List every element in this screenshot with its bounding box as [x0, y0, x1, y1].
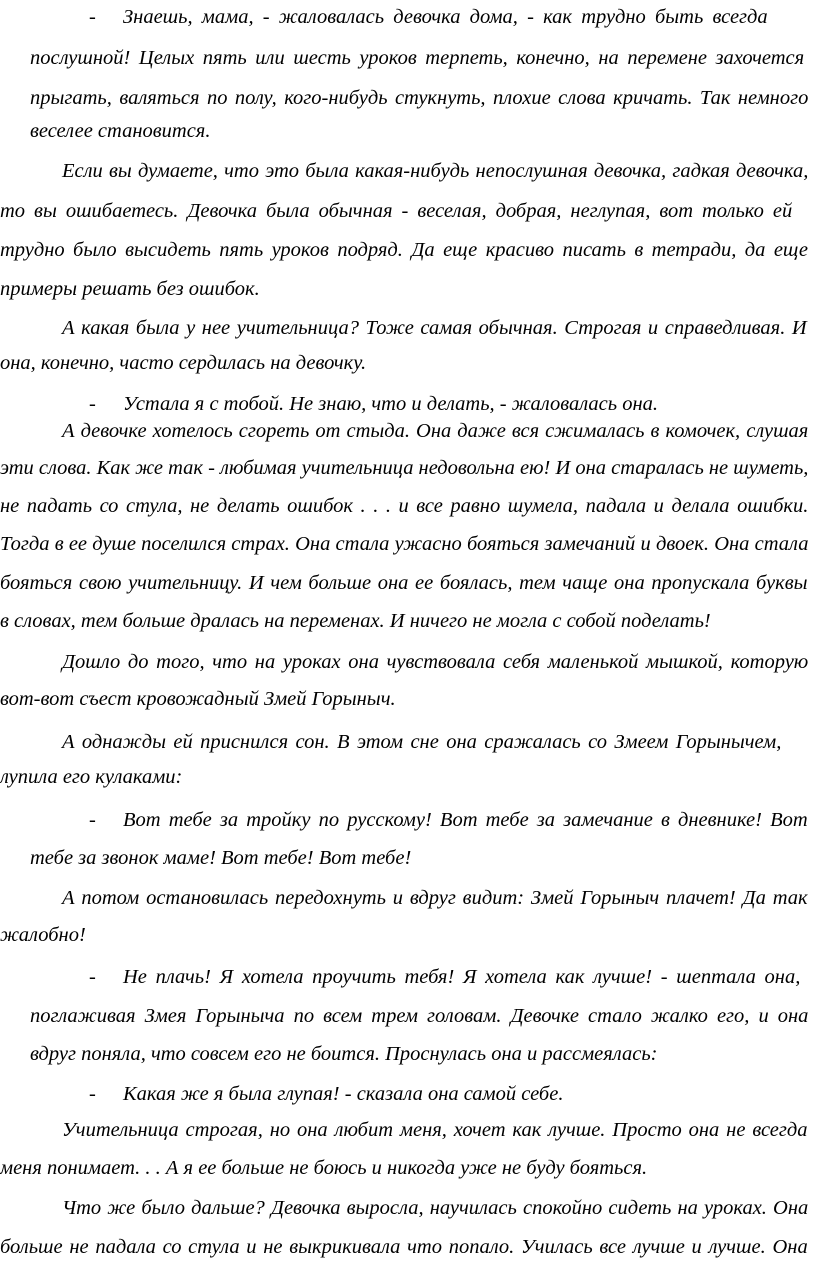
text-line: поглаживая Змея Горыныча по всем трем головам. Девочке стало жалко его, и она: [30, 1005, 809, 1027]
text-line: Какая же я была глупая! - сказала она самой себе.: [123, 1083, 564, 1105]
text-line: Устала я с тобой. Не знаю, что и делать, - жаловалась она.: [123, 393, 659, 415]
text-line: больше не падала со стула и не выкрикивала что попало. Училась все лучше и лучше. Она: [0, 1236, 808, 1258]
text-line: лупила его кулаками:: [0, 766, 183, 788]
text-line: бояться свою учительницу. И чем больше она ее боялась, тем чаще она пропускала буквы: [0, 572, 808, 594]
text-line: Не плачь! Я хотела проучить тебя! Я хотела как лучше! - шептала она,: [123, 966, 801, 988]
text-line: меня понимает. . . А я ее больше не боюсь и никогда уже не буду бояться.: [0, 1157, 648, 1179]
text-line: А потом остановилась передохнуть и вдруг видит: Змей Горыныч плачет! Да так: [62, 887, 808, 909]
text-line: А девочке хотелось сгореть от стыда. Она даже вся сжималась в комочек, слушая: [62, 420, 809, 442]
text-line: жалобно!: [0, 924, 86, 946]
text-line: тебе за звонок маме! Вот тебе! Вот тебе!: [30, 847, 412, 869]
dialogue-dash: -: [89, 809, 96, 831]
text-line: вдруг поняла, что совсем его не боится. Проснулась она и рассмеялась:: [30, 1043, 658, 1065]
dialogue-dash: -: [89, 966, 96, 988]
text-line: то вы ошибаетесь. Девочка была обычная - веселая, добрая, неглупая, вот только ей: [0, 200, 793, 222]
text-line: веселее становится.: [30, 120, 211, 142]
text-line: она, конечно, часто сердилась на девочку.: [0, 352, 367, 374]
text-line: прыгать, валяться по полу, кого-нибудь стукнуть, плохие слова кричать. Так немного: [30, 87, 809, 109]
text-line: Если вы думаете, что это была какая-нибудь непослушная девочка, гадкая девочка,: [62, 160, 809, 182]
text-line: трудно было высидеть пять уроков подряд. Да еще красиво писать в тетради, да еще: [0, 239, 809, 261]
text-line: эти слова. Как же так - любимая учительница недовольна ею! И она старалась не шуметь,: [0, 457, 809, 479]
text-line: послушной! Целых пять или шесть уроков терпеть, конечно, на перемене захочется: [30, 47, 805, 69]
text-line: Что же было дальше? Девочка выросла, научилась спокойно сидеть на уроках. Она: [62, 1197, 809, 1219]
text-line: вот-вот съест кровожадный Змей Горыныч.: [0, 688, 396, 710]
text-line: не падать со стула, не делать ошибок . . . и все равно шумела, падала и делала ошибки.: [0, 495, 809, 517]
text-line: Тогда в ее душе поселился страх. Она стала ужасно бояться замечаний и двоек. Она стала: [0, 533, 809, 555]
text-line: в словах, тем больше дралась на переменах. И ничего не могла с собой поделать!: [0, 610, 711, 632]
dialogue-dash: -: [89, 6, 96, 28]
dialogue-dash: -: [89, 1083, 96, 1105]
text-line: А однажды ей приснился сон. В этом сне она сражалась со Змеем Горынычем,: [62, 731, 782, 753]
dialogue-dash: -: [89, 393, 96, 415]
text-line: Дошло до того, что на уроках она чувствовала себя маленькой мышкой, которую: [62, 651, 809, 673]
text-line: Знаешь, мама, - жаловалась девочка дома, - как трудно быть всегда: [123, 6, 768, 28]
text-line: Учительница строгая, но она любит меня, хочет как лучше. Просто она не всегда: [62, 1119, 808, 1141]
text-line: А какая была у нее учительница? Тоже самая обычная. Строгая и справедливая. И: [62, 317, 807, 339]
text-line: примеры решать без ошибок.: [0, 278, 260, 300]
text-line: Вот тебе за тройку по русскому! Вот тебе за замечание в дневнике! Вот: [123, 809, 808, 831]
